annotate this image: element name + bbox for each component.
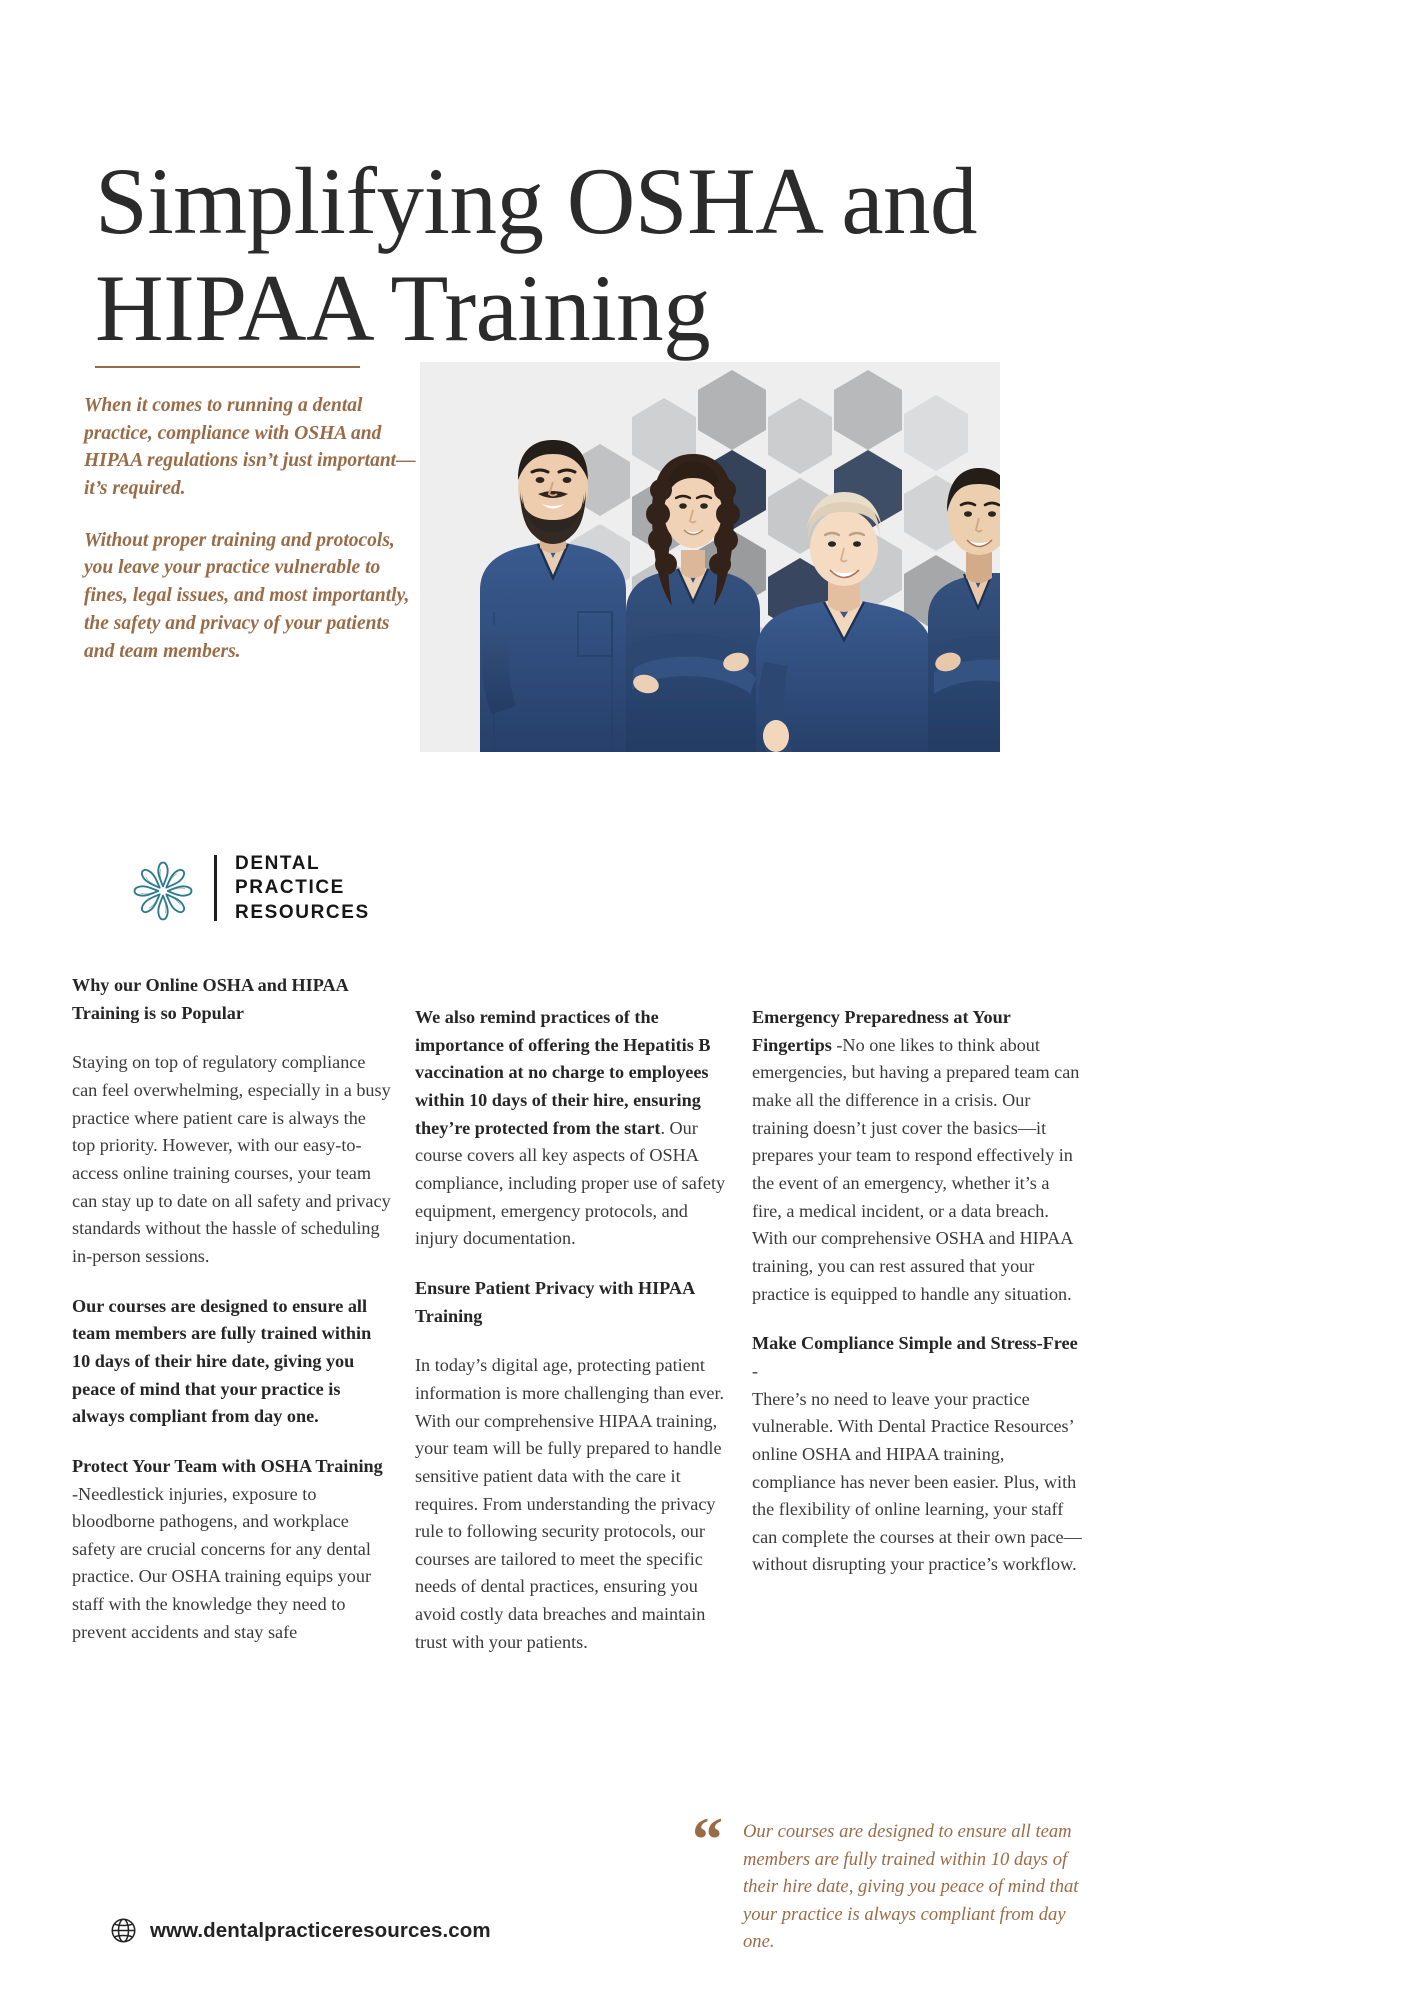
col2-paragraph-1-bold: We also remind practices of the importance of offering the Hepatitis B vaccination at no charge to employees within 10 days of their hire, ensuring they’re protected from the start bbox=[415, 1007, 711, 1138]
logo-line-2: PRACTICE bbox=[235, 877, 345, 899]
col1-heading-2: Protect Your Team with OSHA Training bbox=[72, 1455, 383, 1476]
intro-block bbox=[84, 392, 419, 689]
col3-section-1 bbox=[752, 1004, 1082, 1308]
col3-section-2 bbox=[752, 1330, 1082, 1579]
footer-url[interactable]: www.dentalpracticeresources.com bbox=[150, 1918, 491, 1942]
intro-paragraph-2: Without proper training and protocols, you leave your practice vulnerable to fines, legal issues, and most importantly, the safety and privacy of your patients and team members. bbox=[84, 529, 410, 662]
col3-heading-2: Make Compliance Simple and Stress-Free bbox=[752, 1333, 1078, 1354]
col2-paragraph-1 bbox=[415, 1004, 735, 1253]
col1-section-2 bbox=[72, 1453, 392, 1647]
logo-divider bbox=[214, 855, 217, 921]
col1-heading-1: Why our Online OSHA and HIPAA Training is so Popular bbox=[72, 975, 348, 1023]
footer bbox=[110, 1917, 491, 1944]
col2-paragraph-2: In today’s digital age, protecting patient information is more challenging than ever. With our comprehensive HIPAA training, your team will be fully prepared to handle sensitive patient data with the care it requires. From understanding the privacy rule to following security protocols, our courses are tailored to meet the specific needs of dental practices, ensuring you avoid costly data breaches and maintain trust with your patients. bbox=[415, 1355, 725, 1652]
col1-paragraph-1: Staying on top of regulatory compliance can feel overwhelming, especially in a busy practice where patient care is always the top priority. However, with our easy-to-access online training courses, your team can stay up to date on all safety and privacy standards without the hassle of scheduling in-person sessions. bbox=[72, 1052, 391, 1266]
page-title bbox=[95, 148, 1325, 363]
body-column-2 bbox=[415, 1004, 735, 1656]
pull-quote bbox=[692, 1806, 1092, 1956]
intro-paragraph-1: When it comes to running a dental practice, compliance with OSHA and HIPAA regulations isn’t just important—it’s required. bbox=[84, 395, 416, 500]
flower-petal-icon bbox=[124, 852, 202, 924]
logo-line-3: RESOURCES bbox=[235, 901, 370, 923]
col3-paragraph-3: There’s no need to leave your practice vulnerable. With Dental Practice Resources’ online OSHA and HIPAA training, compliance has never been easier. Plus, with the flexibility of online learning, your staff can complete the courses at their own pace—without disrupting your practice’s workflow. bbox=[752, 1388, 1082, 1575]
pull-quote-text: Our courses are designed to ensure all team members are fully trained within 10 days of their hire date, giving you peace of mind that your practice is always compliant from day one. bbox=[743, 1821, 1079, 1953]
col3-paragraph-1: -No one likes to think about emergencies, but having a prepared team can make all the difference in a crisis. Our training doesn’t just cover the basics—it prepares your team to respond effectively in the event of an emergency, whether it’s a fire, a medical incident, or a data breach. With our comprehensive OSHA and HIPAA training, you can rest assured that your practice is equipped to handle any situation. bbox=[752, 1034, 1080, 1304]
title-divider-rule bbox=[95, 366, 360, 368]
logo-line-1: DENTAL bbox=[235, 853, 321, 874]
team-photo bbox=[420, 362, 1000, 752]
body-column-1 bbox=[72, 972, 392, 1646]
page-title-line-2: HIPAA Training bbox=[95, 255, 711, 362]
col2-paragraph-1-rest: . Our course covers all key aspects of OSHA compliance, including proper use of safety equipment, emergency protocols, and injury documentation. bbox=[415, 1117, 726, 1249]
col1-paragraph-3: -Needlestick injuries, exposure to bloodborne pathogens, and workplace safety are crucial concerns for any dental practice. Our OSHA training equips your staff with the knowledge they need to prevent accidents and stay safe bbox=[72, 1483, 372, 1642]
col3-paragraph-2: - bbox=[752, 1360, 759, 1381]
logo-wordmark bbox=[235, 852, 370, 925]
page-title-line-1: Simplifying OSHA and bbox=[95, 148, 978, 254]
globe-icon bbox=[110, 1917, 137, 1944]
col3-heading-1: Emergency Preparedness at Your Fingertips bbox=[752, 1007, 1011, 1055]
col2-heading-1: Ensure Patient Privacy with HIPAA Training bbox=[415, 1277, 695, 1326]
col1-paragraph-2: Our courses are designed to ensure all team members are fully trained within 10 days of their hire date, giving you peace of mind that your practice is always compliant from day one. bbox=[72, 1295, 372, 1427]
quote-mark-icon: “ bbox=[692, 1806, 723, 1874]
body-column-3 bbox=[752, 1004, 1082, 1579]
brand-logo bbox=[124, 852, 370, 925]
